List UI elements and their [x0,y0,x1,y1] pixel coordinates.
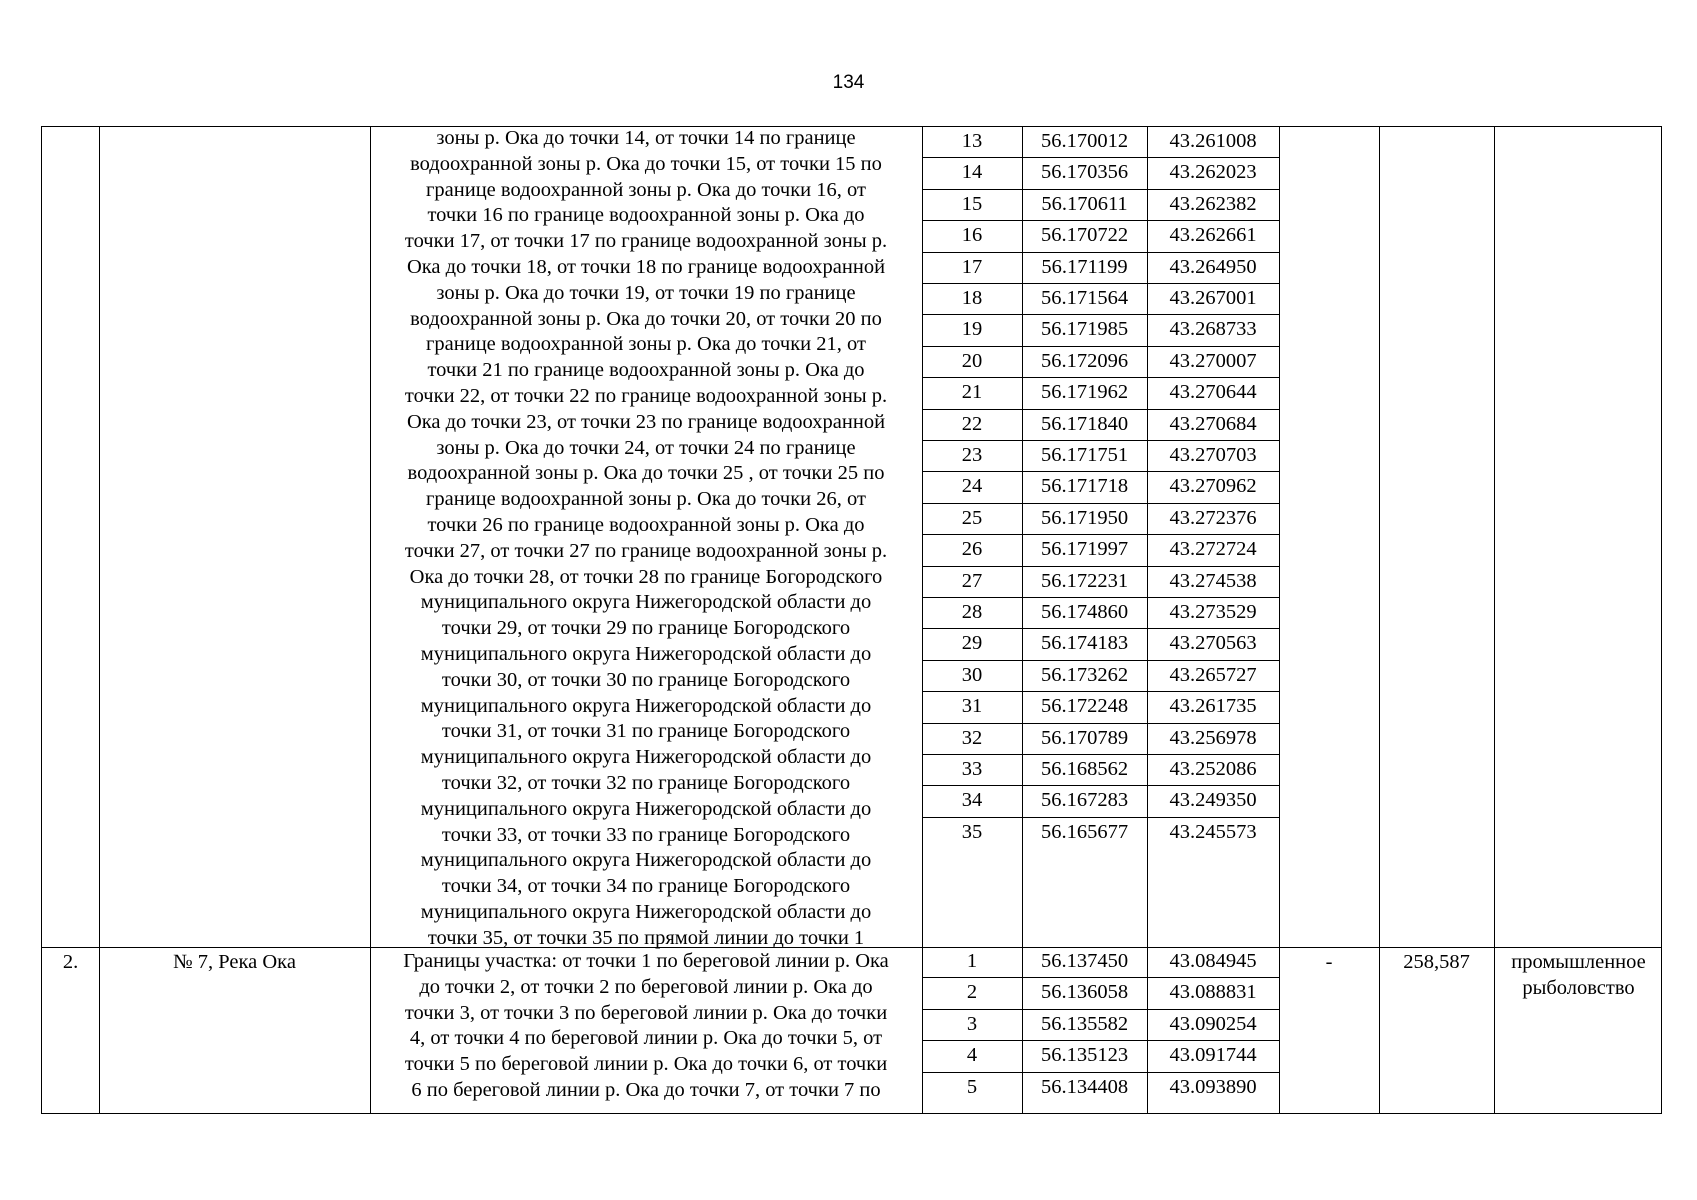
longitude: 43.268733 [1169,318,1257,341]
point-number: 15 [961,192,983,215]
description-line: муниципального округа Нижегородской области до [420,642,872,665]
row2-dash: - [1325,951,1333,973]
description-line: точки 27, от точки 27 по границе водоохранной зоны р. [404,539,888,562]
description-line: точки 16 по границе водоохранной зоны р. Ока до [427,204,865,227]
point-number: 22 [961,412,983,435]
coordinate-row [922,598,1279,629]
coordinate-row [922,724,1279,755]
description-line: муниципального округа Нижегородской области до [420,900,872,923]
description-line: границе водоохранной зоны р. Ока до точки 26, от [426,488,866,511]
row2-area: 258,587 [1403,951,1470,973]
latitude: 56.171751 [1040,444,1129,466]
row2-description [370,949,922,1104]
point-number: 4 [966,1044,978,1067]
point-number: 26 [961,538,983,561]
latitude: 56.171199 [1041,255,1128,278]
point-number: 20 [961,349,983,372]
latitude: 56.171950 [1040,506,1129,529]
description-line: точки 5 по береговой линии р. Ока до точки 6, от точки [404,1053,888,1076]
latitude: 56.170789 [1040,726,1129,749]
longitude: 43.272724 [1169,538,1257,561]
description-line: точки 26 по границе водоохранной зоны р. Ока до [427,513,865,536]
coordinate-row [922,472,1279,503]
point-number: 21 [961,381,983,404]
latitude: 56.172231 [1040,569,1129,592]
row2-name: № 7, Река Ока [173,951,296,973]
latitude: 56.137450 [1040,950,1129,972]
latitude: 56.171718 [1040,475,1129,498]
coordinate-row [922,535,1279,566]
description-line: Границы участка: от точки 1 по береговой линии р. Ока [403,950,889,972]
description-line: водоохранной зоны р. Ока до точки 25 , от точки 25 по [407,462,885,485]
point-number: 23 [961,444,983,466]
longitude: 43.270644 [1169,381,1257,404]
description-line: водоохранной зоны р. Ока до точки 15, от точки 15 по [410,152,882,175]
coordinate-row [922,1010,1279,1041]
point-number: 24 [961,475,983,498]
point-number: 17 [961,255,983,278]
longitude: 43.267001 [1169,287,1257,309]
latitude: 56.171985 [1040,318,1129,341]
coordinate-row [922,221,1279,252]
longitude: 43.264950 [1169,255,1257,278]
row2-purpose: промышленное рыболовство [1511,951,1646,999]
longitude: 43.093890 [1169,1075,1257,1098]
coordinate-row [922,629,1279,660]
coordinate-row [922,786,1279,817]
latitude: 56.135123 [1040,1044,1129,1067]
latitude: 56.174183 [1040,632,1129,655]
longitude: 43.270007 [1169,349,1257,372]
longitude: 43.262023 [1169,161,1257,184]
description-line: точки 35, от точки 35 по прямой линии до точки 1 [427,926,865,949]
point-number: 33 [961,758,983,780]
description-line: водоохранной зоны р. Ока до точки 20, от точки 20 по [410,307,882,330]
longitude: 43.274538 [1169,569,1257,592]
latitude: 56.173262 [1040,663,1129,686]
description-line: границе водоохранной зоны р. Ока до точки 21, от [426,333,866,356]
coordinate-row [922,947,1279,978]
latitude: 56.171962 [1040,381,1129,404]
latitude: 56.170611 [1041,192,1128,215]
point-number: 3 [966,1012,978,1035]
longitude: 43.270703 [1169,444,1257,466]
latitude: 56.172248 [1040,695,1129,718]
longitude: 43.270684 [1169,412,1257,435]
point-number: 32 [961,726,983,749]
description-line: точки 21 по границе водоохранной зоны р. Ока до [427,359,865,382]
coordinate-row [922,978,1279,1009]
latitude: 56.171564 [1040,287,1129,309]
description-line: зоны р. Ока до точки 24, от точки 24 по границе [436,436,856,459]
longitude: 43.272376 [1169,506,1257,529]
coordinate-row [922,253,1279,284]
point-number: 14 [961,161,983,184]
point-number: 35 [961,820,983,843]
point-number: 16 [961,224,983,247]
point-number: 28 [961,601,983,623]
longitude: 43.256978 [1169,726,1257,749]
description-line: муниципального округа Нижегородской области до [420,591,872,614]
coordinate-row [922,315,1279,346]
latitude: 56.171840 [1040,412,1129,435]
latitude: 56.170722 [1040,224,1129,247]
latitude: 56.172096 [1040,349,1129,372]
description-line: точки 32, от точки 32 по границе Богородского [441,771,851,794]
latitude: 56.170356 [1040,161,1129,184]
point-number: 25 [961,506,983,529]
longitude: 43.262661 [1169,224,1257,247]
description-line: границе водоохранной зоны р. Ока до точки 16, от [426,178,866,201]
point-number: 34 [961,789,983,812]
coordinate-row [922,347,1279,378]
latitude: 56.135582 [1040,1012,1129,1035]
coordinate-row [922,127,1279,158]
longitude: 43.091744 [1169,1044,1257,1067]
longitude: 43.084945 [1169,950,1257,972]
description-line: зоны р. Ока до точки 19, от точки 19 по границе [436,281,856,304]
coordinate-row [922,284,1279,315]
description-line: муниципального округа Нижегородской области до [420,797,872,820]
longitude: 43.270962 [1169,475,1257,498]
description-line: точки 30, от точки 30 по границе Богородского [441,668,851,691]
coordinate-row [922,378,1279,409]
longitude: 43.262382 [1169,192,1257,215]
longitude: 43.261008 [1169,130,1257,152]
coordinate-row [922,1073,1279,1104]
description-line: до точки 2, от точки 2 по береговой линии р. Ока до [419,975,873,998]
description-line: Ока до точки 23, от точки 23 по границе водоохранной [406,410,886,433]
coordinate-row [922,441,1279,472]
description-line: Ока до точки 18, от точки 18 по границе водоохранной [406,255,886,278]
description-line: точки 29, от точки 29 по границе Богородского [441,617,851,640]
point-number: 27 [961,569,983,592]
latitude: 56.136058 [1040,981,1129,1004]
longitude: 43.261735 [1169,695,1257,718]
description-line: точки 3, от точки 3 по береговой линии р. Ока до точки [404,1001,888,1024]
latitude: 56.170012 [1040,130,1129,152]
point-number: 29 [961,632,983,655]
data-table [41,126,1662,1114]
description-line: муниципального округа Нижегородской области до [420,746,872,769]
description-line: точки 31, от точки 31 по границе Богородского [441,720,851,743]
latitude: 56.168562 [1040,758,1129,780]
longitude: 43.245573 [1169,820,1257,843]
latitude: 56.167283 [1040,789,1129,812]
longitude: 43.249350 [1169,789,1257,812]
description-line: 4, от точки 4 по береговой линии р. Ока до точки 5, от [409,1027,883,1050]
coordinate-row [922,410,1279,441]
point-number: 30 [961,663,983,686]
longitude: 43.090254 [1169,1012,1257,1035]
row2-index: 2. [62,951,79,973]
point-number: 31 [961,695,983,718]
description-line: точки 17, от точки 17 по границе водоохранной зоны р. [404,230,888,253]
page-number: 134 [832,72,865,93]
row1-description [370,126,922,952]
point-number: 2 [966,981,978,1004]
description-line: 6 по береговой линии р. Ока до точки 7, от точки 7 по [411,1078,881,1101]
coordinate-row [922,567,1279,598]
description-line: муниципального округа Нижегородской области до [420,849,872,872]
longitude: 43.270563 [1169,632,1257,655]
description-line: точки 33, от точки 33 по границе Богородского [441,823,851,846]
coordinate-row [922,755,1279,786]
description-line: Ока до точки 28, от точки 28 по границе Богородского [409,565,883,588]
latitude: 56.174860 [1040,601,1129,623]
point-number: 19 [961,318,983,341]
latitude: 56.171997 [1040,538,1129,561]
coordinate-row [922,818,1279,849]
latitude: 56.165677 [1040,820,1129,843]
description-line: зоны р. Ока до точки 14, от точки 14 по границе [436,127,856,149]
coordinate-row [922,504,1279,535]
longitude: 43.273529 [1169,601,1257,623]
latitude: 56.134408 [1040,1075,1129,1098]
coordinate-row [922,158,1279,189]
coordinate-row [922,661,1279,692]
point-number: 13 [961,130,983,152]
description-line: точки 34, от точки 34 по границе Богородского [441,875,851,898]
coordinate-row [922,190,1279,221]
point-number: 5 [966,1075,978,1098]
description-line: точки 22, от точки 22 по границе водоохранной зоны р. [404,384,888,407]
point-number: 1 [966,950,978,972]
longitude: 43.265727 [1169,663,1257,686]
coordinate-row [922,692,1279,723]
longitude: 43.252086 [1169,758,1257,780]
description-line: муниципального округа Нижегородской области до [420,694,872,717]
longitude: 43.088831 [1169,981,1257,1004]
point-number: 18 [961,287,983,309]
coordinate-row [922,1041,1279,1072]
